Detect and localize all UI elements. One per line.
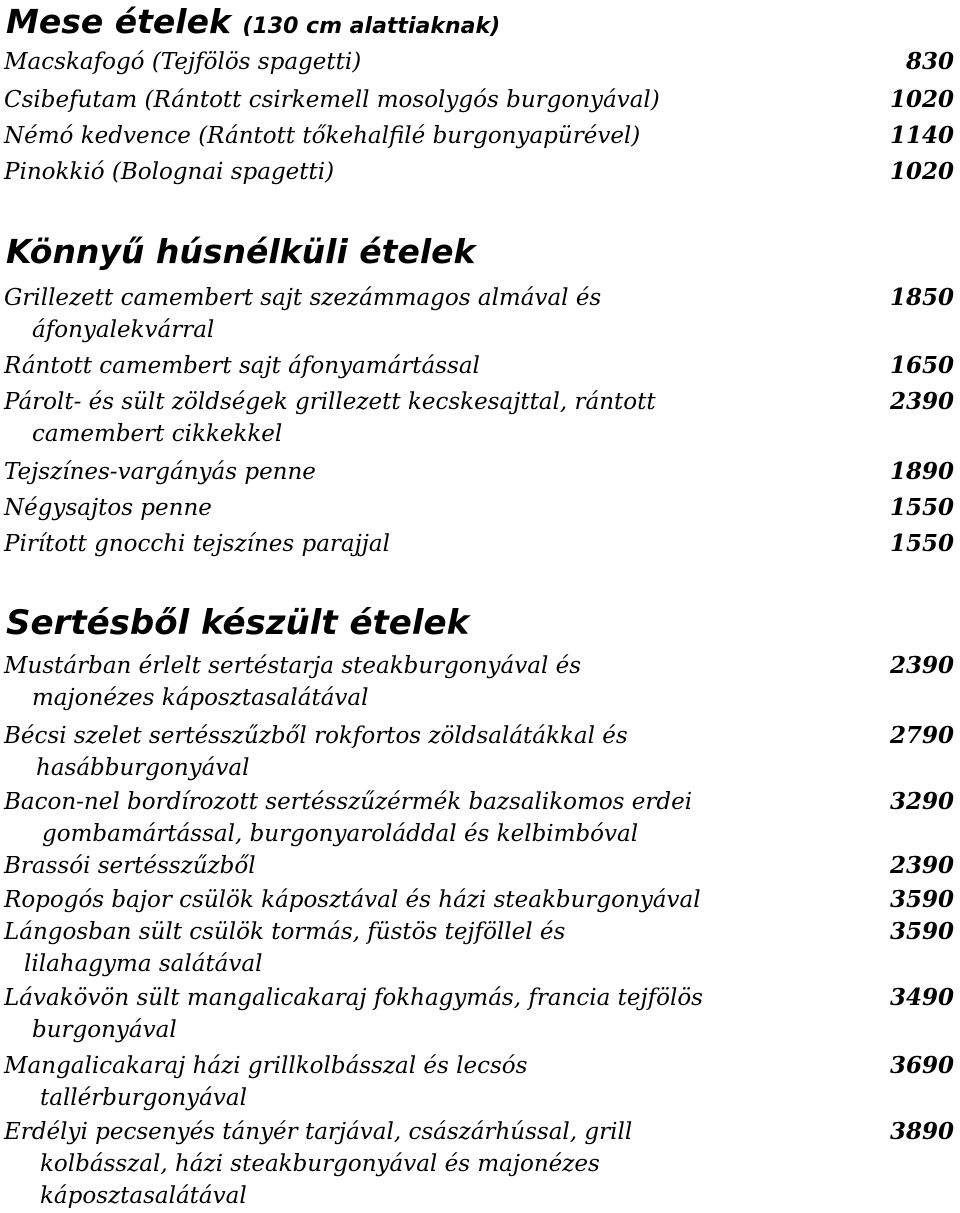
- item-name: Ropogós bajor csülök káposztával és házi steakburgonyával: [4, 887, 701, 913]
- item-price: 3590: [889, 886, 954, 913]
- item-name: Rántott camembert sajt áfonyamártással: [4, 353, 480, 379]
- menu-item: [4, 84, 954, 118]
- item-name-line: Bécsi szelet sertésszűzből rokfortos zöldsalátákkal és: [4, 723, 628, 749]
- item-price: 1550: [889, 530, 954, 557]
- item-name: [4, 1116, 632, 1212]
- menu-item: [4, 386, 954, 447]
- item-name: [4, 650, 581, 714]
- item-name-line: Erdélyi pecsenyés tányér tarjával, császárhússal, grill: [4, 1119, 633, 1145]
- item-price: 2390: [889, 852, 954, 879]
- item-price: 2390: [889, 652, 954, 679]
- menu-item: [4, 528, 954, 562]
- item-price: 3290: [889, 788, 954, 815]
- item-price: 830: [905, 48, 954, 75]
- item-name-line: káposztasalátával: [40, 1183, 247, 1209]
- item-name: Négysajtos penne: [4, 495, 212, 521]
- item-price: 3490: [889, 984, 954, 1011]
- item-name-line: tallérburgonyával: [40, 1085, 247, 1111]
- item-name: Tejszínes-vargányás penne: [4, 459, 316, 485]
- item-price: 1140: [889, 122, 954, 149]
- item-price: 3590: [889, 918, 954, 945]
- item-name: [4, 982, 703, 1046]
- item-name-line: Bacon-nel bordírozott sertésszűzérmék bazsalikomos erdei: [4, 789, 693, 815]
- menu-item: [4, 982, 954, 1043]
- section-heading-vegetarian: [6, 232, 475, 271]
- item-name: [4, 1050, 527, 1114]
- menu-item: [4, 156, 954, 190]
- item-name-line: Lávakövön sült mangalicakaraj fokhagymás, francia tejfölös: [4, 985, 703, 1011]
- item-name: Macskafogó (Tejfölös spagetti): [4, 49, 362, 75]
- item-name: Csibefutam (Rántott csirkemell mosolygós burgonyával): [4, 87, 660, 113]
- menu-item: [4, 492, 954, 526]
- item-name: [4, 720, 628, 784]
- item-price: 2790: [889, 722, 954, 749]
- item-name: Brassói sertésszűzből: [4, 853, 256, 879]
- item-name-line: áfonyalekvárral: [32, 317, 215, 343]
- item-name: [4, 386, 656, 450]
- item-price: 1020: [889, 86, 954, 113]
- item-price: 1650: [889, 352, 954, 379]
- menu-item: [4, 786, 954, 847]
- item-price: 1550: [889, 494, 954, 521]
- menu-item: [4, 650, 954, 711]
- item-name-line: Mustárban érlelt sertéstarja steakburgonyával és: [4, 653, 582, 679]
- section-title: Könnyű húsnélküli ételek: [6, 232, 476, 271]
- item-price: 1890: [889, 458, 954, 485]
- item-name: [4, 916, 565, 980]
- item-price: 2390: [889, 388, 954, 415]
- item-name-line: Párolt- és sült zöldségek grillezett kecskesajttal, rántott: [4, 389, 656, 415]
- item-name: Pinokkió (Bolognai spagetti): [4, 159, 335, 185]
- item-name: Pirított gnocchi tejszínes parajjal: [4, 531, 390, 557]
- item-name-line: majonézes káposztasalátával: [32, 685, 369, 711]
- section-title: Sertésből készült ételek: [6, 603, 470, 643]
- item-name-line: Mangalicakaraj házi grillkolbásszal és lecsós: [4, 1053, 528, 1079]
- menu-item: [4, 350, 954, 384]
- item-price: 1020: [889, 158, 954, 185]
- item-name: [4, 282, 601, 346]
- item-name-line: kolbásszal, házi steakburgonyával és majonézes: [40, 1151, 600, 1177]
- menu-item: [4, 1050, 954, 1111]
- item-name-line: burgonyával: [32, 1017, 177, 1043]
- section-heading-pork: [6, 603, 469, 643]
- section-heading-kids: [6, 2, 500, 41]
- item-name-line: gombamártással, burgonyaroláddal és kelbimbóval: [42, 821, 639, 847]
- item-price: 3890: [889, 1118, 954, 1145]
- item-name-line: lilahagyma salátával: [24, 951, 263, 977]
- menu-item: [4, 46, 954, 80]
- menu-item: [4, 720, 954, 781]
- item-price: 3690: [889, 1052, 954, 1079]
- section-subtitle: (130 cm alattiaknak): [242, 14, 501, 39]
- menu-item: [4, 456, 954, 490]
- menu-item: [4, 916, 954, 977]
- menu-item: [4, 884, 954, 918]
- item-name-line: camembert cikkekkel: [32, 421, 283, 447]
- section-title: Mese ételek: [6, 2, 231, 41]
- item-name-line: Lángosban sült csülök tormás, füstös tejföllel és: [4, 919, 566, 945]
- menu-item: [4, 282, 954, 343]
- menu-item: [4, 120, 954, 154]
- menu-item: [4, 1116, 954, 1209]
- item-name: Némó kedvence (Rántott tőkehalfilé burgonyapürével): [4, 123, 641, 149]
- menu-item: [4, 850, 954, 884]
- item-name: [4, 786, 692, 850]
- item-name-line: hasábburgonyával: [36, 755, 250, 781]
- item-price: 1850: [889, 284, 954, 311]
- item-name-line: Grillezett camembert sajt szezámmagos almával és: [4, 285, 602, 311]
